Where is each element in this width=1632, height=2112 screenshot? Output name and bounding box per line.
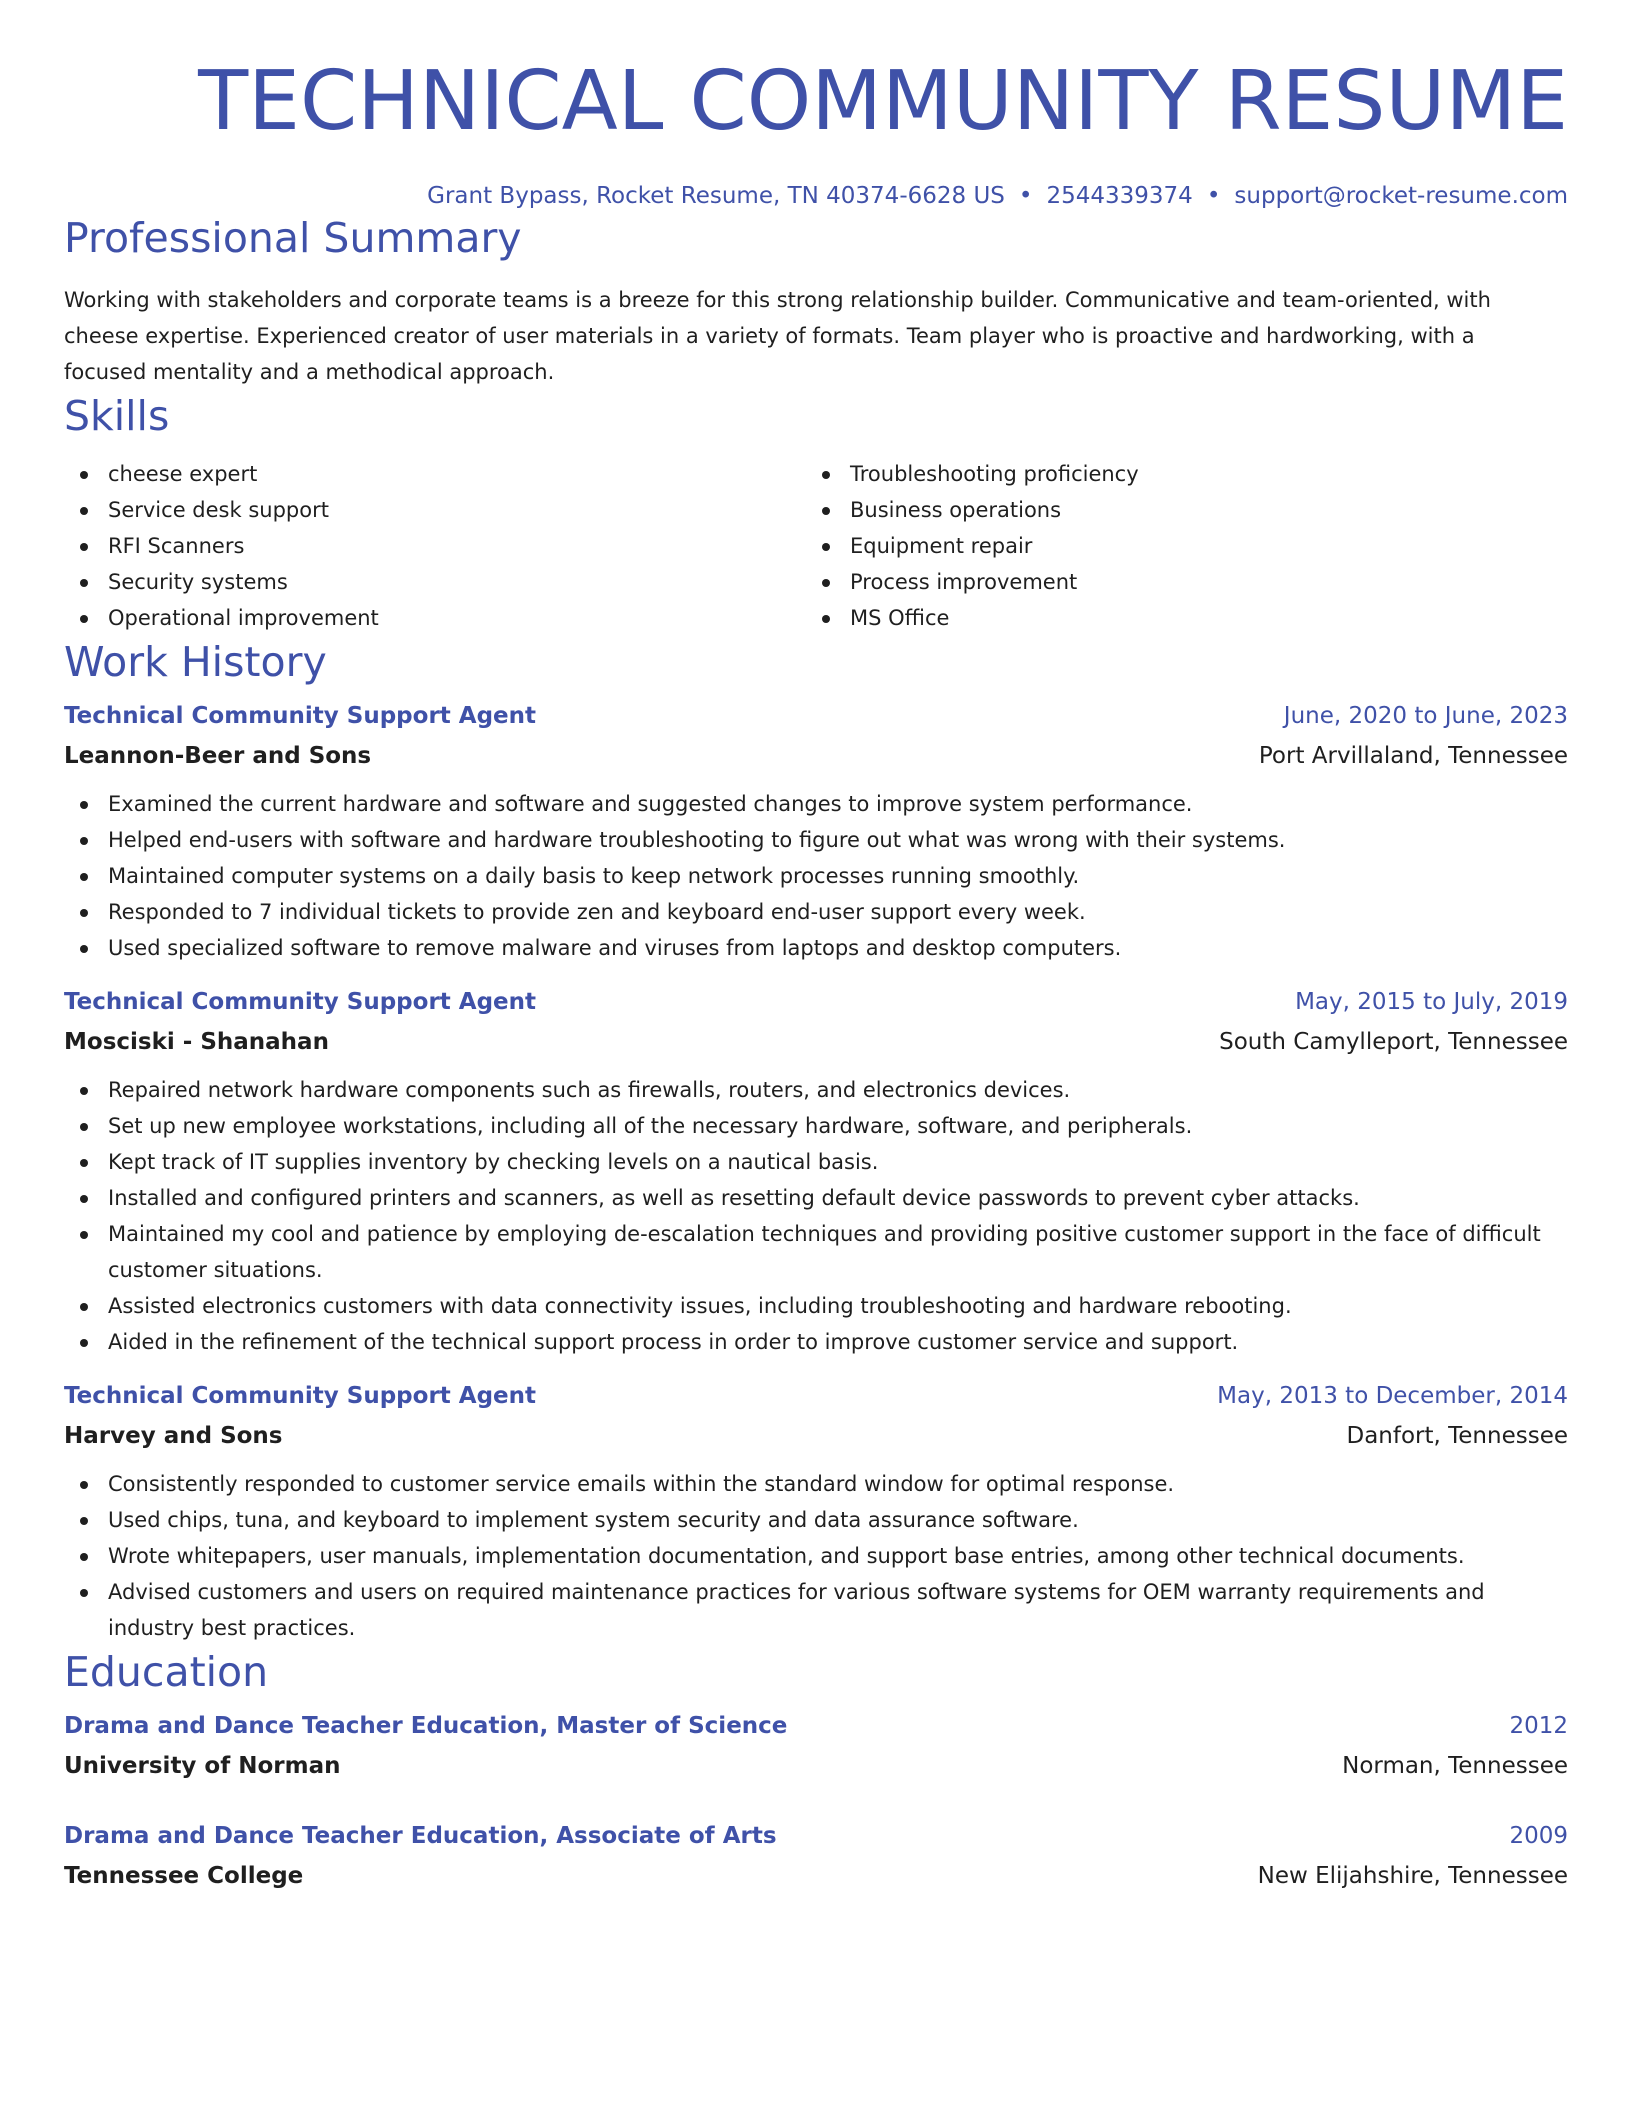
- education-entry: [64, 1706, 1568, 1786]
- skill-item: Service desk support: [64, 492, 806, 528]
- skill-item: RFI Scanners: [64, 528, 806, 564]
- education-degree: Drama and Dance Teacher Education, Associate of Arts: [64, 1823, 777, 1849]
- education-year: 2012: [1509, 1713, 1568, 1739]
- job-bullets: [64, 1466, 1568, 1646]
- skill-item: Troubleshooting proficiency: [806, 456, 1548, 492]
- education-school: University of Norman: [64, 1753, 341, 1779]
- education-school: Tennessee College: [64, 1863, 304, 1889]
- resume-name: TECHNICAL COMMUNITY RESUME: [198, 54, 1568, 149]
- skills-column-right: [806, 456, 1548, 636]
- job-location: Port Arvillaland, Tennessee: [1258, 743, 1568, 769]
- job-bullet: Examined the current hardware and software and suggested changes to improve system performance.: [64, 786, 1568, 822]
- job-bullets: [64, 786, 1568, 966]
- job-bullet: Helped end-users with software and hardware troubleshooting to figure out what was wrong with their systems.: [64, 822, 1568, 858]
- summary-text: Working with stakeholders and corporate teams is a breeze for this strong relationship builder. Communicative and team-oriented, with cheese expertise. Experienced creator of user materials in a variety of formats. Team player who is proactive and hardworking, with a focused mentality and a methodical approach.: [64, 288, 1491, 384]
- job-bullet: Set up new employee workstations, including all of the necessary hardware, software, and peripherals.: [64, 1108, 1568, 1144]
- job-title: Technical Community Support Agent: [64, 989, 537, 1015]
- contact-line: [64, 180, 1568, 212]
- job-entry: [64, 982, 1568, 1360]
- education-location: New Elijahshire, Tennessee: [1257, 1863, 1568, 1889]
- skill-item: Process improvement: [806, 564, 1548, 600]
- job-bullet: Kept track of IT supplies inventory by checking levels on a nautical basis.: [64, 1144, 1568, 1180]
- job-bullet: Wrote whitepapers, user manuals, implementation documentation, and support base entries, among other technical documents.: [64, 1538, 1568, 1574]
- job-bullet: Assisted electronics customers with data connectivity issues, including troubleshooting and hardware rebooting.: [64, 1288, 1568, 1324]
- skill-item: Equipment repair: [806, 528, 1548, 564]
- skills-heading: Skills: [64, 392, 170, 440]
- education-heading: Education: [64, 1648, 269, 1696]
- education-degree: Drama and Dance Teacher Education, Master of Science: [64, 1713, 788, 1739]
- job-title: Technical Community Support Agent: [64, 1383, 537, 1409]
- skill-item: Operational improvement: [64, 600, 806, 636]
- job-dates: May, 2013 to December, 2014: [1217, 1383, 1568, 1409]
- job-company: Harvey and Sons: [64, 1423, 283, 1449]
- job-location: Danfort, Tennessee: [1346, 1423, 1568, 1449]
- job-title: Technical Community Support Agent: [64, 703, 537, 729]
- job-bullet: Maintained my cool and patience by employing de-escalation techniques and providing positive customer support in the face of difficult customer situations.: [64, 1216, 1568, 1288]
- job-company: Leannon-Beer and Sons: [64, 743, 372, 769]
- skill-item: Security systems: [64, 564, 806, 600]
- job-entry: [64, 696, 1568, 966]
- job-bullet: Consistently responded to customer service emails within the standard window for optimal response.: [64, 1466, 1568, 1502]
- skill-item: MS Office: [806, 600, 1548, 636]
- education-year: 2009: [1509, 1823, 1568, 1849]
- contact-separator: •: [1206, 183, 1221, 209]
- contact-phone: 2544339374: [1046, 183, 1193, 209]
- job-bullet: Installed and configured printers and scanners, as well as resetting default device passwords to prevent cyber attacks.: [64, 1180, 1568, 1216]
- skill-item: Business operations: [806, 492, 1548, 528]
- job-bullet: Used specialized software to remove malware and viruses from laptops and desktop computers.: [64, 930, 1568, 966]
- job-bullet: Advised customers and users on required maintenance practices for various software systems for OEM warranty requirements and industry best practices.: [64, 1574, 1568, 1646]
- contact-address: Grant Bypass, Rocket Resume, TN 40374-6628 US: [427, 183, 1005, 209]
- skills-column-left: [64, 456, 806, 636]
- job-bullet: Repaired network hardware components such as firewalls, routers, and electronics devices.: [64, 1072, 1568, 1108]
- job-bullet: Used chips, tuna, and keyboard to implement system security and data assurance software.: [64, 1502, 1568, 1538]
- skills-list: [64, 456, 1568, 636]
- contact-separator: •: [1018, 183, 1033, 209]
- job-location: South Camylleport, Tennessee: [1219, 1029, 1568, 1055]
- job-company: Mosciski - Shanahan: [64, 1029, 329, 1055]
- job-bullet: Aided in the refinement of the technical support process in order to improve customer service and support.: [64, 1324, 1568, 1360]
- work-history-heading: Work History: [64, 638, 327, 686]
- job-bullet: Responded to 7 individual tickets to provide zen and keyboard end-user support every week.: [64, 894, 1568, 930]
- education-entry: [64, 1816, 1568, 1896]
- skill-item: cheese expert: [64, 456, 806, 492]
- job-bullet: Maintained computer systems on a daily basis to keep network processes running smoothly.: [64, 858, 1568, 894]
- job-entry: [64, 1376, 1568, 1646]
- summary-heading: Professional Summary: [64, 214, 522, 262]
- contact-email: support@rocket-resume.com: [1234, 183, 1568, 209]
- job-dates: May, 2015 to July, 2019: [1295, 989, 1568, 1015]
- education-location: Norman, Tennessee: [1342, 1753, 1568, 1779]
- job-dates: June, 2020 to June, 2023: [1283, 703, 1568, 729]
- job-bullets: [64, 1072, 1568, 1360]
